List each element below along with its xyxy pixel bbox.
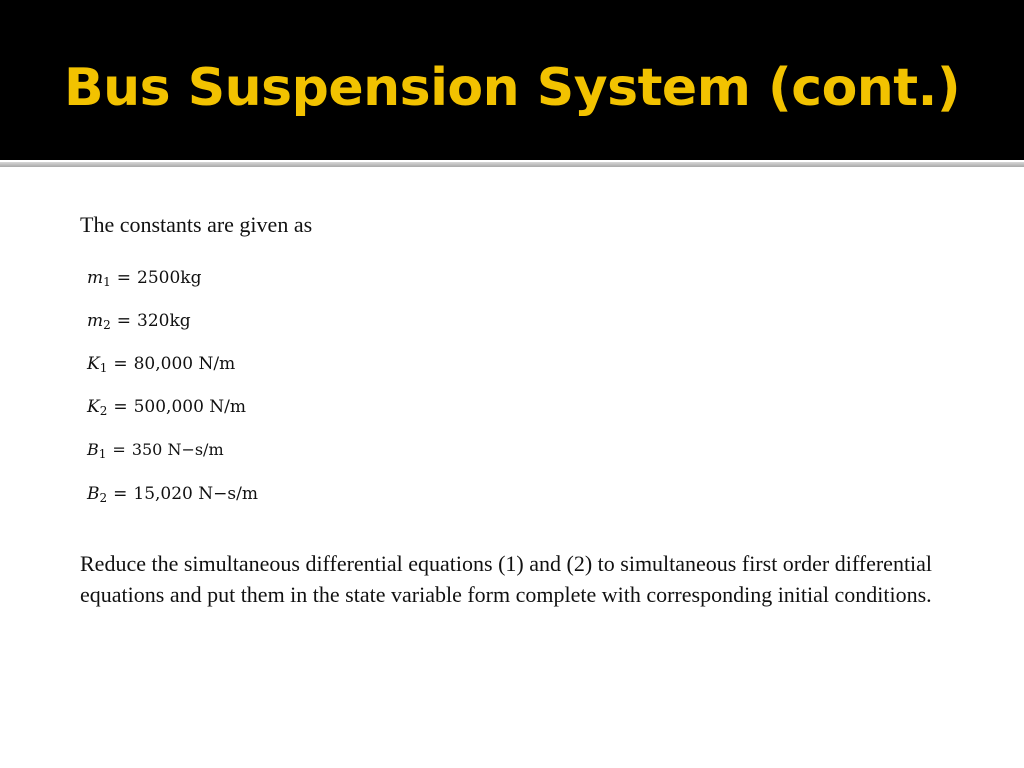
constant-value: 350 N−s/m — [131, 440, 224, 459]
equals-sign: = — [113, 484, 128, 504]
constant-m1 — [87, 266, 201, 294]
constant-value: 80,000 N/m — [133, 354, 236, 374]
constant-symbol: K — [87, 354, 100, 374]
constant-k1 — [87, 352, 235, 380]
title-bar — [0, 0, 1024, 160]
instruction-text: Reduce the simultaneous differential equations (1) and (2) to simultaneous first order differential equations and put them in the state variable form complete with corresponding initial conditions. — [80, 551, 933, 607]
constant-symbol: K — [87, 397, 100, 417]
equals-sign: = — [113, 397, 128, 417]
constant-symbol: B — [87, 440, 99, 459]
constant-value: 500,000 N/m — [133, 397, 247, 417]
equals-sign: = — [116, 311, 132, 331]
constant-subscript: 2 — [103, 318, 111, 332]
slide-title: Bus Suspension System (cont.) — [64, 58, 961, 118]
constant-subscript: 1 — [103, 275, 111, 289]
constant-subscript: 2 — [99, 404, 108, 418]
constant-b2 — [87, 482, 258, 510]
constant-symbol: m — [87, 311, 104, 331]
constant-m2 — [87, 309, 191, 337]
constant-symbol: B — [87, 484, 100, 504]
intro-text: The constants are given as — [80, 212, 313, 237]
equals-sign: = — [113, 354, 128, 374]
title-divider — [0, 162, 1024, 167]
constant-b1 — [87, 438, 224, 466]
constant-value: 2500kg — [137, 268, 202, 288]
constant-value: 320kg — [137, 311, 191, 331]
constant-k2 — [87, 395, 246, 423]
constant-symbol: m — [87, 268, 104, 288]
constant-subscript: 2 — [99, 491, 108, 505]
constant-value: 15,020 N−s/m — [133, 484, 258, 504]
constant-subscript: 1 — [98, 447, 107, 461]
constant-subscript: 1 — [99, 361, 108, 375]
equals-sign: = — [116, 268, 132, 288]
equals-sign: = — [112, 440, 126, 459]
